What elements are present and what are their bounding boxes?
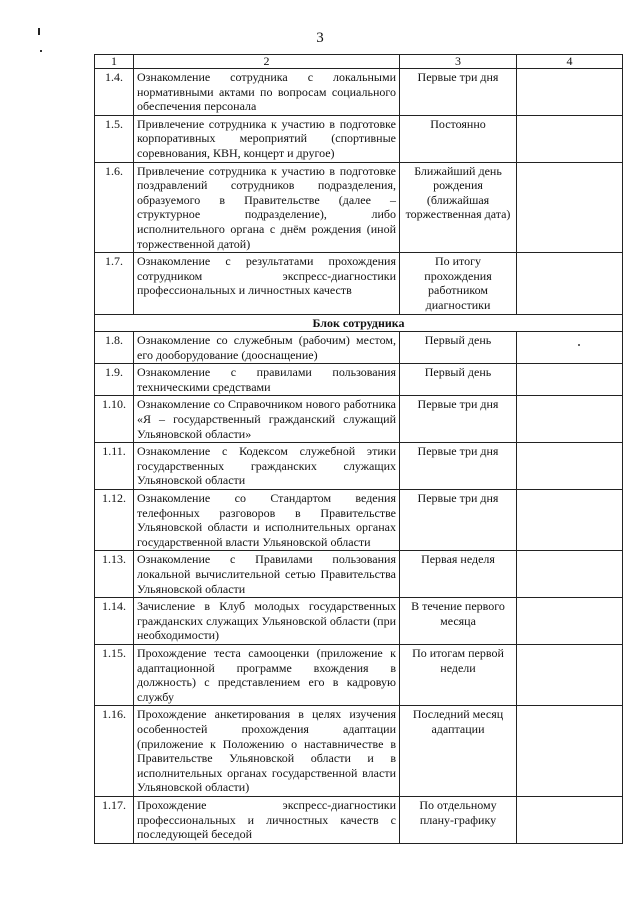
row-term: В течение первого месяца xyxy=(400,598,517,645)
row-note xyxy=(517,644,623,705)
row-description: Прохождение экспресс-диагностики профессиональных и личностных качеств с последующей беседой xyxy=(134,796,400,843)
row-description: Ознакомление с результатами прохождения сотрудником экспресс-диагностики профессиональных и личностных качеств xyxy=(134,253,400,314)
column-header: 2 xyxy=(134,55,400,69)
column-header: 4 xyxy=(517,55,623,69)
row-note xyxy=(517,551,623,598)
row-number: 1.12. xyxy=(95,490,134,551)
table-row xyxy=(95,598,623,645)
row-note xyxy=(517,706,623,797)
row-number: 1.11. xyxy=(95,443,134,490)
section-title: Блок сотрудника xyxy=(95,314,623,332)
row-term: По итогу прохождения работником диагностики xyxy=(400,253,517,314)
row-number: 1.6. xyxy=(95,162,134,253)
row-description: Ознакомление со Стандартом ведения телефонных разговоров в Правительстве Ульяновской области и исполнительных органах государственной власти Ульяновской области xyxy=(134,490,400,551)
table-row xyxy=(95,162,623,253)
row-term: Первые три дня xyxy=(400,69,517,116)
page-number: 3 xyxy=(316,30,324,46)
column-header: 3 xyxy=(400,55,517,69)
row-note xyxy=(517,796,623,843)
row-term: Постоянно xyxy=(400,115,517,162)
row-number: 1.13. xyxy=(95,551,134,598)
table-row xyxy=(95,364,623,396)
row-number: 1.15. xyxy=(95,644,134,705)
row-term: Ближайший день рождения (ближайшая торжественная дата) xyxy=(400,162,517,253)
row-description: Ознакомление сотрудника с локальными нормативными актами по вопросам социального обеспечения персонала xyxy=(134,69,400,116)
row-term: Первые три дня xyxy=(400,490,517,551)
row-term: По отдельному плану-графику xyxy=(400,796,517,843)
row-note xyxy=(517,490,623,551)
row-description: Привлечение сотрудника к участию в подготовке поздравлений сотрудников подразделения, образуемого в Правительстве (далее – структурное подразделение), либо исполнительного органа с днём рождения (иной торжественной датой) xyxy=(134,162,400,253)
row-note xyxy=(517,69,623,116)
row-note xyxy=(517,396,623,443)
row-note xyxy=(517,598,623,645)
row-description: Ознакомление со Справочником нового работника «Я – государственный гражданский служащий Ульяновской области» xyxy=(134,396,400,443)
row-number: 1.17. xyxy=(95,796,134,843)
row-number: 1.7. xyxy=(95,253,134,314)
row-description: Зачисление в Клуб молодых государственных гражданских служащих Ульяновской области (при необходимости) xyxy=(134,598,400,645)
row-note xyxy=(517,115,623,162)
table-header-row xyxy=(95,55,623,69)
row-term: Первые три дня xyxy=(400,443,517,490)
row-number: 1.10. xyxy=(95,396,134,443)
row-term: По итогам первой недели xyxy=(400,644,517,705)
row-note xyxy=(517,162,623,253)
table-row xyxy=(95,490,623,551)
row-note xyxy=(517,443,623,490)
row-term: Первая неделя xyxy=(400,551,517,598)
table-row xyxy=(95,443,623,490)
row-description: Привлечение сотрудника к участию в подготовке корпоративных мероприятий (спортивные соревнования, КВН, концерт и другое) xyxy=(134,115,400,162)
scan-mark xyxy=(38,28,40,35)
column-header: 1 xyxy=(95,55,134,69)
table-row xyxy=(95,396,623,443)
table-row xyxy=(95,796,623,843)
row-number: 1.9. xyxy=(95,364,134,396)
row-number: 1.16. xyxy=(95,706,134,797)
row-description: Ознакомление с правилами пользования техническими средствами xyxy=(134,364,400,396)
row-note xyxy=(517,364,623,396)
table-row xyxy=(95,644,623,705)
row-description: Ознакомление с Кодексом служебной этики государственных гражданских служащих Ульяновской области xyxy=(134,443,400,490)
row-note xyxy=(517,253,623,314)
section-row xyxy=(95,314,623,332)
row-note xyxy=(517,332,623,364)
row-number: 1.4. xyxy=(95,69,134,116)
row-number: 1.5. xyxy=(95,115,134,162)
row-description: Ознакомление со служебным (рабочим) местом, его дооборудование (дооснащение) xyxy=(134,332,400,364)
row-term: Последний месяц адаптации xyxy=(400,706,517,797)
table-row xyxy=(95,551,623,598)
row-term: Первые три дня xyxy=(400,396,517,443)
row-number: 1.14. xyxy=(95,598,134,645)
row-term: Первый день xyxy=(400,364,517,396)
table-row xyxy=(95,253,623,314)
row-term: Первый день xyxy=(400,332,517,364)
table-row xyxy=(95,69,623,116)
row-description: Прохождение анкетирования в целях изучения особенностей прохождения адаптации (приложение к Положению о наставничестве в Правительстве Ульяновской области и в исполнительных органах государственной власти Ульяновской области) xyxy=(134,706,400,797)
row-number: 1.8. xyxy=(95,332,134,364)
scan-mark xyxy=(40,50,42,52)
row-description: Ознакомление с Правилами пользования локальной вычислительной сетью Правительства Ульяновской области xyxy=(134,551,400,598)
row-description: Прохождение теста самооценки (приложение к адаптационной программе вхождения в должность) с представлением его в кадровую службу xyxy=(134,644,400,705)
adaptation-plan-table xyxy=(94,54,623,844)
table-row xyxy=(95,115,623,162)
table-row xyxy=(95,332,623,364)
table-row xyxy=(95,706,623,797)
